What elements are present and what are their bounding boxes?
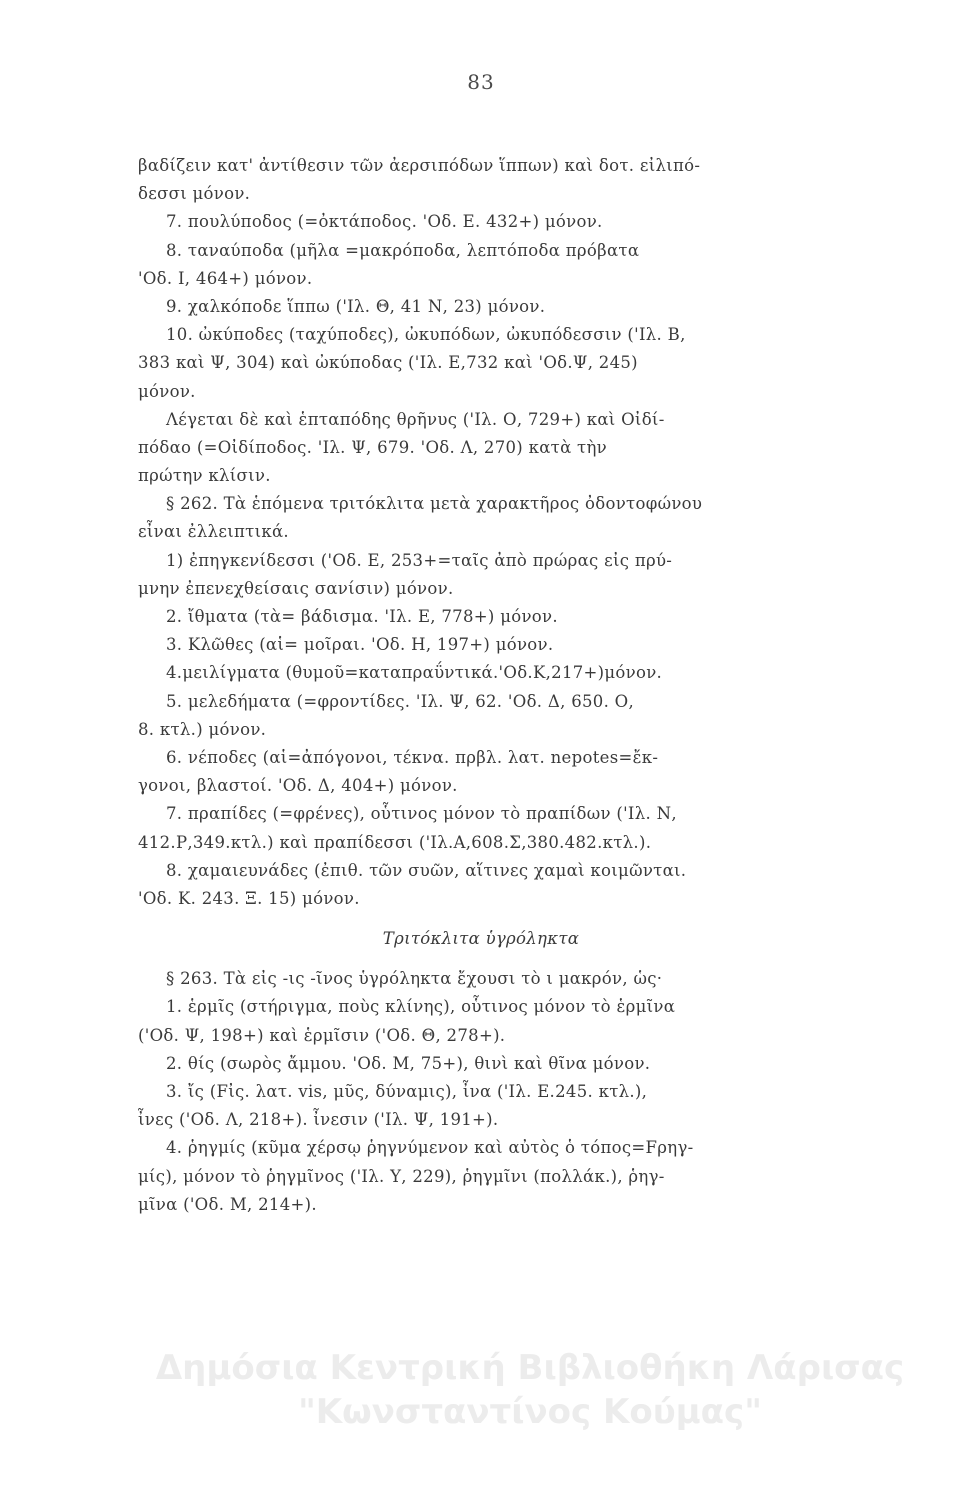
text-line: πόδαο (=Οἰδίποδος. 'Ιλ. Ψ, 679. 'Οδ. Λ, 270) κατὰ τὴν [138, 437, 607, 457]
body-text [138, 152, 824, 1219]
text-line: 412.Ρ,349.κτλ.) καὶ πραπίδεσσι ('Ιλ.Α,608.Σ,380.482.κτλ.). [138, 832, 652, 852]
library-watermark-line-1: Δημόσια Κεντρική Βιβλιοθήκη Λάρισας [155, 1348, 905, 1388]
text-line: βαδίζειν κατ' ἀντίθεσιν τῶν ἀερσιπόδων ἵππων) καὶ δοτ. εἰλιπό- [138, 156, 701, 175]
page-number: 83 [467, 70, 495, 94]
paragraphs-part-2 [138, 965, 824, 1219]
text-line: γονοι, βλαστοί. 'Οδ. Δ, 404+) μόνον. [138, 776, 458, 796]
text-line: 383 καὶ Ψ, 304) καὶ ὠκύποδας ('Ιλ. Ε,732 καὶ 'Οδ.Ψ, 245) [138, 353, 638, 373]
text-line: πρώτην κλίσιν. [138, 466, 271, 486]
text-line: ἶνες ('Οδ. Λ, 218+). ἶνεσιν ('Ιλ. Ψ, 191+). [138, 1110, 499, 1130]
text-line: μίς), μόνον τὸ ῥηγμῖνος ('Ιλ. Υ, 229), ῥηγμῖνι (πολλάκ.), ῥηγ- [138, 1166, 665, 1186]
text-line: 3. ἴς (Fἰς. λατ. vis, μῦς, δύναμις), ἶνα ('Ιλ. Ε.245. κτλ.), [166, 1082, 648, 1101]
text-line: Λέγεται δὲ καὶ ἑπταπόδης θρῆνυς ('Ιλ. Ο, 729+) καὶ Οἰδί- [166, 409, 665, 429]
text-line: ('Οδ. Ψ, 198+) καὶ ἑρμῖσιν ('Οδ. Θ, 278+). [138, 1025, 506, 1045]
text-line: 1) ἐπηγκενίδεσσι ('Οδ. Ε, 253+=ταῖς ἀπὸ πρώρας εἰς πρύ- [166, 550, 673, 570]
text-line: 10. ὠκύποδες (ταχύποδες), ὠκυπόδων, ὠκυπόδεσσιν ('Ιλ. Β, [166, 325, 686, 345]
text-line: 'Οδ. Ι, 464+) μόνον. [138, 268, 313, 288]
text-line: 4. ῥηγμίς (κῦμα χέρσῳ ῥηγνύμενον καὶ αὐτὸς ὁ τόπος=Fρηγ- [166, 1138, 694, 1158]
library-watermark-line-2: "Κωνσταντίνος Κούμας" [298, 1392, 762, 1432]
paragraphs-part-1 [138, 152, 824, 913]
text-line: 8. κτλ.) μόνον. [138, 719, 267, 739]
text-line: § 263. Τὰ εἰς -ις -ῖνος ὑγρόληκτα ἔχουσι τὸ ι μακρόν, ὡς· [166, 969, 663, 989]
text-line: 1. ἑρμῖς (στήριγμα, ποὺς κλίνης), οὗτινος μόνον τὸ ἑρμῖνα [166, 997, 676, 1017]
text-line: μῖνα ('Οδ. Μ, 214+). [138, 1194, 317, 1214]
text-line: 2. θίς (σωρὸς ἄμμου. 'Οδ. Μ, 75+), θινὶ καὶ θῖνα μόνον. [166, 1053, 651, 1073]
text-line: 8. ταναύποδα (μῆλα =μακρόποδα, λεπτόποδα πρόβατα [166, 240, 640, 260]
text-line: 8. χαμαιευνάδες (ἐπιθ. τῶν συῶν, αἵτινες χαμαὶ κοιμῶνται. [166, 860, 687, 880]
text-line: 7. πουλύποδος (=ὀκτάποδος. 'Οδ. Ε. 432+) μόνον. [166, 212, 603, 232]
text-line: 2. ἴθματα (τὰ= βάδισμα. 'Ιλ. Ε, 778+) μόνον. [166, 607, 558, 626]
text-line: 'Οδ. Κ. 243. Ξ. 15) μόνον. [138, 888, 360, 908]
text-line: 5. μελεδήματα (=φροντίδες. 'Ιλ. Ψ, 62. 'Οδ. Δ, 650. Ο, [166, 691, 635, 711]
text-line: μνην ἐπενεχθείσαις σανίσιν) μόνον. [138, 578, 454, 598]
text-line: 6. νέποδες (αἱ=ἀπόγονοι, τέκνα. πρβλ. λατ. nepotes=ἔκ- [166, 747, 659, 767]
text-line: 4.μειλίγματα (θυμοῦ=καταπραΰντικά.'Οδ.Κ,217+)μόνον. [166, 663, 663, 683]
text-line: § 262. Τὰ ἑπόμενα τριτόκλιτα μετὰ χαρακτῆρος ὀδοντοφώνου [166, 494, 703, 514]
text-line: εἶναι ἐλλειπτικά. [138, 522, 289, 542]
text-line: 9. χαλκόποδε ἵππω ('Ιλ. Θ, 41 Ν, 23) μόνον. [166, 296, 546, 316]
text-line: δεσσι μόνον. [138, 184, 251, 204]
text-line: 3. Κλῶθες (αἱ= μοῖραι. 'Οδ. Η, 197+) μόνον. [166, 635, 554, 655]
section-heading: Τριτόκλιτα ὑγρόληκτα [382, 929, 580, 949]
text-line: μόνον. [138, 381, 196, 401]
text-line: 7. πραπίδες (=φρένες), οὗτινος μόνον τὸ πραπίδων ('Ιλ. Ν, [166, 804, 677, 824]
